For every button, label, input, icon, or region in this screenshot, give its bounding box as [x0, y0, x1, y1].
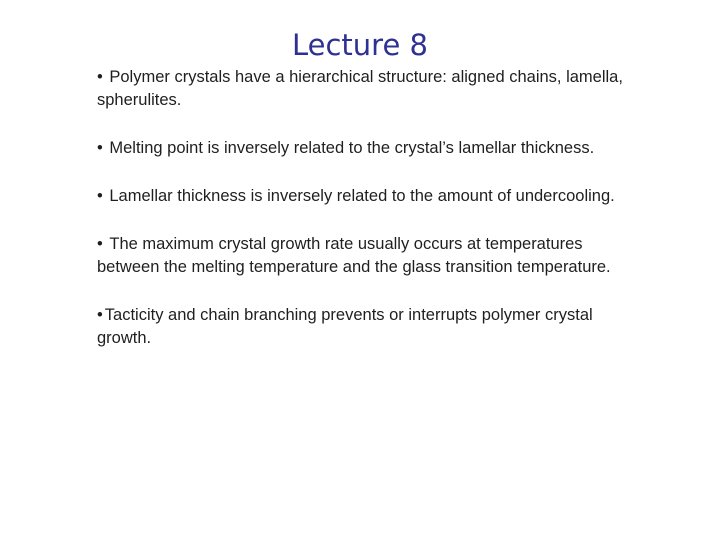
bullet-text: Lamellar thickness is inversely related to the amount of undercooling. — [109, 187, 615, 205]
bullet-marker: • — [97, 68, 108, 86]
bullet-item — [97, 66, 637, 112]
bullet-marker: • — [97, 187, 108, 205]
bullet-marker: • — [97, 235, 108, 253]
bullet-marker: • — [97, 306, 103, 324]
bullet-text: Tacticity and chain branching prevents or interrupts polymer crystal growth. — [97, 306, 593, 347]
bullet-item — [97, 304, 637, 350]
bullet-marker: • — [97, 139, 108, 157]
bullet-text: The maximum crystal growth rate usually occurs at temperatures between the melting temperature and the glass transition temperature. — [97, 235, 611, 276]
bullet-text: Polymer crystals have a hierarchical structure: aligned chains, lamella, spherulites. — [97, 68, 623, 109]
bullet-text: Melting point is inversely related to the crystal’s lamellar thickness. — [109, 139, 595, 157]
bullet-item — [97, 233, 637, 279]
bullet-item — [97, 185, 637, 208]
bullet-list — [97, 66, 637, 375]
slide-title: Lecture 8 — [292, 28, 428, 62]
bullet-item — [97, 137, 637, 160]
